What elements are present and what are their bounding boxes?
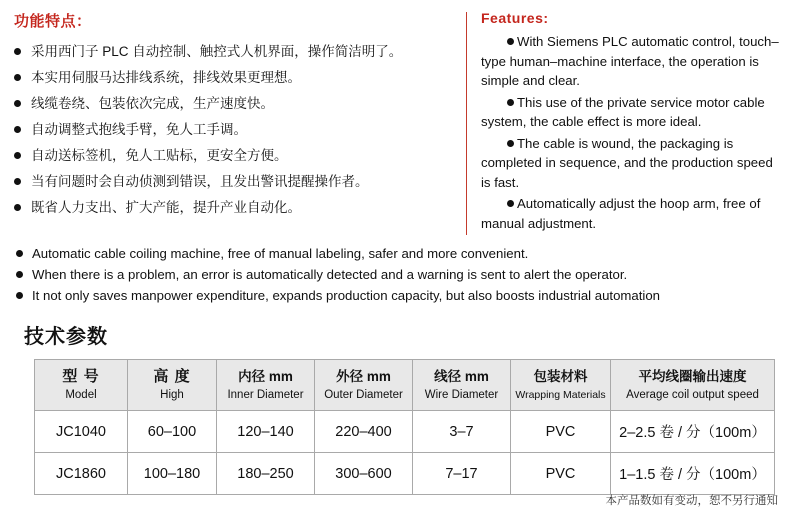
- column-header-cn: 线径 mm: [434, 369, 489, 384]
- paragraph-text: With Siemens PLC automatic control, touch–type human–machine interface, the operation is simple and clear.: [481, 34, 779, 88]
- column-header-en: Wire Diameter: [424, 389, 499, 401]
- column-header-wire-diameter: [413, 360, 511, 411]
- cell-average-coil-output-speed: 1–1.5 卷 / 分（100m）: [611, 453, 775, 495]
- column-header-outer-diameter: [315, 360, 413, 411]
- paragraph-text: The cable is wound, the packaging is completed in sequence, and the production speed is fast.: [481, 135, 773, 190]
- bullet-dot-icon: [16, 271, 23, 278]
- cell-high: 100–180: [128, 453, 217, 495]
- list-item: [14, 243, 782, 264]
- bullet-dot-icon: [16, 250, 23, 257]
- cell-wrapping-materials: PVC: [511, 411, 611, 453]
- cell-high: 60–100: [128, 411, 217, 453]
- cell-inner-diameter: 120–140: [217, 411, 315, 453]
- column-header-high: [128, 360, 217, 411]
- column-header-en: High: [160, 389, 184, 401]
- column-header-en: Average coil output speed: [626, 389, 759, 401]
- bullet-dot-icon: [14, 74, 21, 81]
- list-item: [14, 91, 454, 117]
- list-item: [14, 169, 454, 195]
- features-cn-title: 功能特点：: [14, 13, 92, 30]
- column-header-cn: 包装材料: [533, 369, 588, 384]
- list-item-text: 本实用伺服马达排线系统，排线效果更理想。: [31, 70, 301, 85]
- bullet-dot-icon: [14, 204, 21, 211]
- paragraph: [481, 93, 782, 132]
- paragraph-text: Automatically adjust the hoop arm, free of manual adjustment.: [481, 196, 761, 231]
- list-item: [14, 264, 782, 285]
- page-title: 技术参数: [24, 326, 108, 348]
- bullet-dot-icon: [507, 99, 514, 106]
- list-item-text: 自动调整式抱线手臂，免人工手调。: [31, 122, 247, 137]
- bullet-dot-icon: [14, 48, 21, 55]
- column-header-cn: 内径 mm: [238, 369, 293, 384]
- list-item-text: 当有问题时会自动侦测到错误，且发出警讯提醒操作者。: [31, 174, 369, 189]
- features-english-column: [467, 10, 782, 235]
- column-header-cn: 高 度: [153, 368, 191, 385]
- features-en-title: Features:: [481, 10, 549, 26]
- paragraph: [481, 194, 782, 233]
- bullet-dot-icon: [507, 38, 514, 45]
- column-header-cn: 外径 mm: [336, 369, 391, 384]
- bullet-dot-icon: [507, 140, 514, 147]
- table-row: [35, 453, 775, 495]
- cell-wire-diameter: 3–7: [413, 411, 511, 453]
- features-en-full-list: [14, 243, 782, 306]
- column-header-cn: 型 号: [62, 368, 100, 385]
- cell-wrapping-materials: PVC: [511, 453, 611, 495]
- list-item-text: When there is a problem, an error is automatically detected and a warning is sent to alert the operator.: [32, 267, 628, 282]
- column-header-en: Wrapping Materials: [515, 389, 606, 401]
- cell-inner-diameter: 180–250: [217, 453, 315, 495]
- column-header-en: Model: [65, 389, 97, 401]
- list-item: [14, 285, 782, 306]
- list-item-text: 自动送标签机，免人工贴标，更安全方便。: [31, 148, 288, 163]
- column-header-cn: 平均线圈输出速度: [638, 369, 747, 384]
- list-item: [14, 195, 454, 221]
- column-header-en: Inner Diameter: [227, 389, 304, 401]
- bullet-dot-icon: [14, 178, 21, 185]
- column-header-model: [35, 360, 128, 411]
- list-item: [14, 117, 454, 143]
- bullet-dot-icon: [507, 200, 514, 207]
- cell-wire-diameter: 7–17: [413, 453, 511, 495]
- column-header-inner-diameter: [217, 360, 315, 411]
- bullet-dot-icon: [14, 100, 21, 107]
- cell-model: JC1040: [35, 411, 128, 453]
- column-header-wrapping-materials: [511, 360, 611, 411]
- paragraph: [481, 134, 782, 193]
- cell-outer-diameter: 220–400: [315, 411, 413, 453]
- column-header-en: Outer Diameter: [324, 389, 403, 401]
- table-row: [35, 411, 775, 453]
- list-item: [14, 143, 454, 169]
- bullet-dot-icon: [14, 152, 21, 159]
- cell-model: JC1860: [35, 453, 128, 495]
- table-header-row: [35, 360, 775, 411]
- column-header-average-coil-output-speed: [611, 360, 775, 411]
- list-item-text: 线缆卷绕、包装依次完成，生产速度快。: [31, 96, 274, 111]
- cell-average-coil-output-speed: 2–2.5 卷 / 分（100m）: [611, 411, 775, 453]
- bullet-dot-icon: [14, 126, 21, 133]
- cell-outer-diameter: 300–600: [315, 453, 413, 495]
- features-section: [14, 10, 782, 235]
- list-item: [14, 65, 454, 91]
- list-item: [14, 39, 454, 65]
- list-item-text: 采用西门子 PLC 自动控制、触控式人机界面，操作简洁明了。: [31, 44, 403, 59]
- paragraph-text: This use of the private service motor cable system, the cable effect is more ideal.: [481, 94, 765, 129]
- paragraph: [481, 32, 782, 91]
- spec-table: [34, 359, 775, 495]
- features-cn-list: [14, 39, 454, 221]
- list-item-text: It not only saves manpower expenditure, expands production capacity, but also boosts industrial automation: [32, 288, 660, 303]
- features-chinese-column: [14, 10, 466, 235]
- bullet-dot-icon: [16, 292, 23, 299]
- list-item-text: Automatic cable coiling machine, free of manual labeling, safer and more convenient.: [32, 246, 529, 261]
- footnote: 本产品数如有变动，恕不另行通知: [605, 495, 778, 507]
- list-item-text: 既省人力支出、扩大产能，提升产业自动化。: [31, 200, 301, 215]
